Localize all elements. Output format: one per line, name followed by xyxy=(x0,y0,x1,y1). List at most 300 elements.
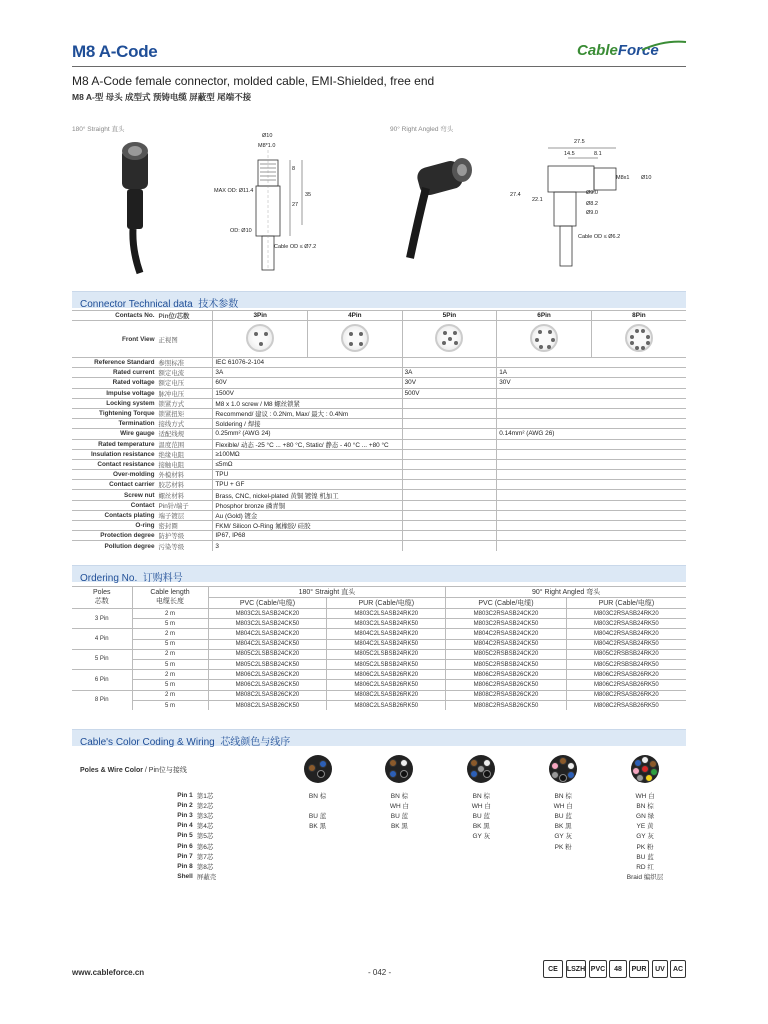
wire-color: BK 黑 xyxy=(390,823,408,831)
cable-3pin-icon xyxy=(304,755,332,783)
spec-key: Contacts plating xyxy=(72,510,157,520)
brand-logo: CableForce xyxy=(577,42,659,59)
order-code: M804C2LSASB24RK50 xyxy=(327,639,446,649)
wire-color: BK 黑 xyxy=(472,823,490,831)
spec-value: 1500V xyxy=(213,388,402,398)
spec-key-cn: 绝缘电阻 xyxy=(157,449,213,459)
spec-key: Front View xyxy=(72,321,157,358)
spec-value: 60V xyxy=(213,378,402,388)
spec-key-cn: 正视图 xyxy=(157,321,213,358)
cert-badge-icon: CE xyxy=(543,960,563,978)
spec-value xyxy=(402,429,497,439)
spec-key-cn: 适配线规 xyxy=(157,429,213,439)
table-row xyxy=(72,659,686,669)
table-row xyxy=(72,368,686,378)
length-cell: 2 m xyxy=(132,649,208,659)
table-row xyxy=(72,531,686,541)
spec-value xyxy=(497,459,686,469)
svg-text:27: 27 xyxy=(292,202,299,208)
order-code: M806C2RSASB26CK20 xyxy=(446,670,567,680)
straight-connector-photo xyxy=(100,135,210,275)
wire-color: BU 蓝 xyxy=(554,812,572,820)
table-row xyxy=(72,480,686,490)
svg-text:MAX OD: Ø11.4: MAX OD: Ø11.4 xyxy=(214,188,254,194)
order-code: M806C2LSASB26RK20 xyxy=(327,670,446,680)
order-code: M804C2LSASB24RK20 xyxy=(327,629,446,639)
svg-text:35: 35 xyxy=(305,192,312,198)
order-code: M808C2LSASB26CK50 xyxy=(208,700,327,710)
spec-key-cn: 胶芯材料 xyxy=(157,480,213,490)
straight-header: 180° Straight 直头 xyxy=(208,587,446,598)
cable-8pin-icon xyxy=(631,755,659,783)
svg-text:22.1: 22.1 xyxy=(532,197,543,203)
wire-color xyxy=(277,800,359,810)
length-cell: 2 m xyxy=(132,670,208,680)
spec-key-cn: Pin位/芯数 xyxy=(157,311,213,321)
wire-color xyxy=(277,872,359,882)
svg-text:Ø8.2: Ø8.2 xyxy=(586,201,598,207)
table-row xyxy=(72,810,686,820)
wire-color: BK 黑 xyxy=(309,823,327,831)
wire-color xyxy=(359,861,441,871)
pin-col-6: 6Pin xyxy=(497,311,592,321)
wire-color: YE 黄 xyxy=(636,823,654,831)
pvc-header: PVC (Cable/电缆) xyxy=(208,598,327,609)
spec-value xyxy=(402,358,497,368)
spec-value xyxy=(497,480,686,490)
order-code: M803C2LSASB24RK50 xyxy=(327,619,446,629)
spec-key-cn: 脉冲电压 xyxy=(157,388,213,398)
length-cell: 5 m xyxy=(132,700,208,710)
front-view-8pin-icon xyxy=(625,324,653,352)
order-code: M806C2RSASB26CK50 xyxy=(446,680,567,690)
spec-key-cn: 温度范围 xyxy=(157,439,213,449)
spec-value xyxy=(497,388,686,398)
order-code: M805C2RSBSB24CK50 xyxy=(446,659,567,669)
wiring-header: Poles & Wire Color / Pin位与接线 xyxy=(80,767,187,774)
order-code: M803C2LSASB24CK50 xyxy=(208,619,327,629)
table-row xyxy=(72,408,686,418)
spec-value xyxy=(402,470,497,480)
wire-color xyxy=(277,851,359,861)
pole-cell: 3 Pin xyxy=(72,609,132,629)
order-code: M808C2RSASB26RK50 xyxy=(566,700,686,710)
table-row xyxy=(72,609,686,619)
order-code: M805C2RSBSB24CK20 xyxy=(446,649,567,659)
spec-value xyxy=(402,521,497,531)
spec-value xyxy=(402,510,497,520)
wire-color xyxy=(277,831,359,841)
order-code: M808C2RSASB26RK20 xyxy=(566,690,686,700)
length-cell: 5 m xyxy=(132,659,208,669)
table-row xyxy=(72,490,686,500)
table-row xyxy=(72,541,686,551)
table-row xyxy=(72,700,686,710)
wire-color: PK 粉 xyxy=(636,843,654,851)
table-row xyxy=(72,790,686,800)
spec-key-cn: 锁紧扭矩 xyxy=(157,408,213,418)
subtitle-cn: M8 A-型 母头 成型式 预铸电缆 屏蔽型 尾端不接 xyxy=(72,92,252,102)
table-row xyxy=(72,831,686,841)
pin-label-cn: 第1芯 xyxy=(196,792,214,800)
length-cell: 5 m xyxy=(132,680,208,690)
spec-key: Screw nut xyxy=(72,490,157,500)
cable-4pin-icon xyxy=(385,755,413,783)
pin-label: Shell xyxy=(177,873,193,881)
spec-key: Pollution degree xyxy=(72,541,157,551)
pin-label-cn: 第4芯 xyxy=(196,823,214,831)
table-row xyxy=(72,311,686,321)
spec-key: Over-molding xyxy=(72,470,157,480)
length-cell: 2 m xyxy=(132,629,208,639)
spec-value: ≥100MΩ xyxy=(213,449,402,459)
spec-value xyxy=(497,500,686,510)
wire-color xyxy=(359,851,441,861)
angled-dimension-drawing xyxy=(508,130,658,270)
spec-key: Impulse voltage xyxy=(72,388,157,398)
svg-text:Ø9.0: Ø9.0 xyxy=(586,210,598,216)
pur-header: PUR (Cable/电缆) xyxy=(566,598,686,609)
wiring-section-header: Cable's Color Coding & Wiring 芯线颜色与线序 xyxy=(72,729,686,746)
spec-value: Brass, CNC, nickel-plated 黄铜 镀镍 机加工 xyxy=(213,490,402,500)
wire-color xyxy=(522,851,604,861)
wire-color xyxy=(359,841,441,851)
spec-value xyxy=(402,449,497,459)
wire-color xyxy=(277,841,359,851)
order-code: M805C2LSBSB24RK20 xyxy=(327,649,446,659)
spec-value: TPU + GF xyxy=(213,480,402,490)
wire-color: WH 白 xyxy=(553,802,573,810)
pin-label-cn: 第6芯 xyxy=(196,843,214,851)
pin-label-cn: 第2芯 xyxy=(196,802,214,810)
ordering-section-header: Ordering No. 订购料号 xyxy=(72,565,686,582)
table-row xyxy=(72,419,686,429)
pin-label-cn: 第3芯 xyxy=(196,812,214,820)
wire-color: GY 灰 xyxy=(472,833,491,841)
cable-6pin-icon xyxy=(549,755,577,783)
table-row xyxy=(72,680,686,690)
spec-value xyxy=(497,419,686,429)
spec-key: Contacts No. xyxy=(72,311,157,321)
cert-badge-icon: UV xyxy=(652,960,668,978)
order-code: M803C2LSASB24CK20 xyxy=(208,609,327,619)
svg-text:Cable OD ≤ Ø7.2: Cable OD ≤ Ø7.2 xyxy=(274,244,317,250)
wire-color: Braid 编织层 xyxy=(626,874,664,882)
spec-key: Tightening Torque xyxy=(72,408,157,418)
spec-value xyxy=(497,398,686,408)
table-row xyxy=(72,378,686,388)
wire-color: RD 红 xyxy=(636,863,654,871)
pole-cell: 6 Pin xyxy=(72,670,132,690)
spec-value: 500V xyxy=(402,388,497,398)
wire-color xyxy=(440,841,522,851)
svg-text:OD: Ø10: OD: Ø10 xyxy=(230,228,252,234)
wire-color: WH 白 xyxy=(635,792,655,800)
table-row xyxy=(72,670,686,680)
straight-caption: 180° Straight 直头 xyxy=(72,126,125,133)
svg-text:Cable OD ≤ Ø6.2: Cable OD ≤ Ø6.2 xyxy=(578,234,621,240)
svg-text:Ø9.0: Ø9.0 xyxy=(586,190,598,196)
wire-color: GN 绿 xyxy=(636,812,655,820)
footer-url[interactable]: www.cableforce.cn xyxy=(72,968,145,977)
table-row xyxy=(72,872,686,882)
order-code: M803C2RSASB24CK50 xyxy=(446,619,567,629)
pin-col-8: 8Pin xyxy=(591,311,686,321)
spec-value: Au (Gold) 镀金 xyxy=(213,510,402,520)
spec-value xyxy=(497,358,686,368)
table-row xyxy=(72,841,686,851)
table-row xyxy=(72,629,686,639)
pvc-header: PVC (Cable/电缆) xyxy=(446,598,567,609)
poles-header: Poles 芯数 xyxy=(72,587,132,609)
spec-value xyxy=(497,531,686,541)
table-row xyxy=(72,800,686,810)
order-code: M804C2RSASB24CK50 xyxy=(446,639,567,649)
table-row xyxy=(72,449,686,459)
spec-value xyxy=(402,398,497,408)
order-code: M804C2RSASB24RK20 xyxy=(566,629,686,639)
svg-text:M8x1: M8x1 xyxy=(616,175,630,181)
spec-key: Rated current xyxy=(72,368,157,378)
order-code: M806C2LSASB26RK50 xyxy=(327,680,446,690)
wire-color xyxy=(440,851,522,861)
spec-key-cn: 额定电压 xyxy=(157,378,213,388)
order-code: M806C2LSASB26CK50 xyxy=(208,680,327,690)
length-cell: 2 m xyxy=(132,690,208,700)
order-code: M803C2RSASB24RK50 xyxy=(566,619,686,629)
table-row xyxy=(72,358,686,368)
table-row xyxy=(72,459,686,469)
spec-key: Contact resistance xyxy=(72,459,157,469)
cable-5pin-icon xyxy=(467,755,495,783)
spec-value: 3A xyxy=(402,368,497,378)
angled-connector-photo xyxy=(400,140,495,265)
table-row xyxy=(72,429,686,439)
wiring-table xyxy=(72,750,686,882)
table-row xyxy=(72,619,686,629)
wire-color: BU 蓝 xyxy=(308,812,327,820)
spec-value: 30V xyxy=(497,378,686,388)
table-row xyxy=(72,639,686,649)
pin-label-cn: 第8芯 xyxy=(196,863,214,871)
spec-value: 3 xyxy=(213,541,402,551)
spec-value xyxy=(402,480,497,490)
spec-value xyxy=(402,459,497,469)
spec-value xyxy=(497,449,686,459)
wire-color: BN 棕 xyxy=(390,792,409,800)
spec-value: ≤5mΩ xyxy=(213,459,402,469)
spec-value: 30V xyxy=(402,378,497,388)
spec-key-cn: Pin针/端子 xyxy=(157,500,213,510)
subtitle-en: M8 A-Code female connector, molded cable, EMI-Shielded, free end xyxy=(72,74,435,88)
pin-label-cn: 第7芯 xyxy=(196,853,214,861)
pin-label: Pin 3 xyxy=(177,811,193,819)
order-code: M803C2LSASB24RK20 xyxy=(327,609,446,619)
pin-label: Pin 5 xyxy=(177,832,193,840)
svg-text:8.1: 8.1 xyxy=(594,151,602,157)
spec-key-cn: 参照标准 xyxy=(157,358,213,368)
pur-header: PUR (Cable/电缆) xyxy=(327,598,446,609)
front-view-5pin-icon xyxy=(435,324,463,352)
pin-label: Pin 4 xyxy=(177,822,193,830)
length-header: Cable length 电缆长度 xyxy=(132,587,208,609)
front-view-6pin-icon xyxy=(530,324,558,352)
tech-spec-table xyxy=(72,310,686,551)
table-row xyxy=(72,750,686,790)
spec-value xyxy=(402,419,497,429)
wire-color: BN 棕 xyxy=(554,792,572,800)
wire-color: WH 白 xyxy=(389,802,410,810)
spec-value xyxy=(497,470,686,480)
wire-color: BN 棕 xyxy=(308,792,327,800)
spec-value: Recommend/ 建议 : 0.2Nm, Max/ 最大 : 0.4Nm xyxy=(213,408,402,418)
svg-text:14.5: 14.5 xyxy=(564,151,575,157)
wire-color: BN 棕 xyxy=(636,802,654,810)
spec-key-cn: 污染等级 xyxy=(157,541,213,551)
pin-label-cn: 屏蔽壳 xyxy=(196,874,217,882)
wire-color: GY 灰 xyxy=(636,833,654,841)
cert-badge-icon: LSZH xyxy=(566,960,586,978)
order-code: M805C2LSBSB24CK20 xyxy=(208,649,327,659)
pin-label: Pin 7 xyxy=(177,852,193,860)
svg-text:27.5: 27.5 xyxy=(574,139,585,145)
spec-key-cn: 外模材料 xyxy=(157,470,213,480)
svg-text:Ø10: Ø10 xyxy=(262,133,273,139)
wire-color xyxy=(522,861,604,871)
spec-key: Termination xyxy=(72,419,157,429)
spec-value: IP67, IP68 xyxy=(213,531,402,541)
spec-value: Soldering / 焊接 xyxy=(213,419,402,429)
angled-header: 90° Right Angled 弯头 xyxy=(446,587,686,598)
spec-key-cn: 密封圈 xyxy=(157,521,213,531)
table-row xyxy=(72,851,686,861)
wire-color xyxy=(359,872,441,882)
table-row xyxy=(72,398,686,408)
table-row xyxy=(72,521,686,531)
pin-col-3: 3Pin xyxy=(213,311,308,321)
pin-label: Pin 2 xyxy=(177,801,193,809)
pin-label: Pin 8 xyxy=(177,862,193,870)
front-view-4pin-icon xyxy=(341,324,369,352)
spec-key: Insulation resistance xyxy=(72,449,157,459)
spec-key: Wire gauge xyxy=(72,429,157,439)
order-code: M805C2LSBSB24CK50 xyxy=(208,659,327,669)
spec-value: FKM/ Silicon O-Ring 氟橡胶/ 硅胶 xyxy=(213,521,402,531)
order-code: M808C2LSASB26CK20 xyxy=(208,690,327,700)
spec-key: Rated voltage xyxy=(72,378,157,388)
wire-color: BU 蓝 xyxy=(636,853,654,861)
table-row xyxy=(72,470,686,480)
spec-value xyxy=(497,510,686,520)
pin-label: Pin 6 xyxy=(177,842,193,850)
spec-key-cn: 防护等级 xyxy=(157,531,213,541)
spec-value xyxy=(497,408,686,418)
front-view-3pin-icon xyxy=(246,324,274,352)
spec-value: 0.25mm² (AWG 24) xyxy=(213,429,402,439)
spec-key: Protection degree xyxy=(72,531,157,541)
pin-label: Pin 1 xyxy=(177,791,193,799)
svg-text:8: 8 xyxy=(292,166,296,172)
table-row xyxy=(72,510,686,520)
wire-color: BU 蓝 xyxy=(472,812,490,820)
cert-badge-icon: 48 xyxy=(609,960,627,978)
order-code: M806C2LSASB26CK20 xyxy=(208,670,327,680)
length-cell: 5 m xyxy=(132,619,208,629)
page-number: - 042 - xyxy=(368,968,392,977)
spec-value: Phosphor bronze 磷青铜 xyxy=(213,500,402,510)
spec-value xyxy=(497,490,686,500)
spec-value xyxy=(402,541,497,551)
table-row xyxy=(72,587,686,598)
logo-swoosh-icon xyxy=(640,38,688,52)
wire-color xyxy=(522,872,604,882)
wire-color xyxy=(440,861,522,871)
order-code: M808C2RSASB26CK20 xyxy=(446,690,567,700)
wire-color xyxy=(440,872,522,882)
table-row xyxy=(72,388,686,398)
spec-value xyxy=(402,490,497,500)
order-code: M803C2RSASB24RK20 xyxy=(566,609,686,619)
pin-label-cn: 第5芯 xyxy=(196,833,214,841)
order-code: M804C2RSASB24CK20 xyxy=(446,629,567,639)
spec-value xyxy=(402,531,497,541)
table-row xyxy=(72,649,686,659)
order-code: M805C2RSBSB24RK50 xyxy=(566,659,686,669)
table-row xyxy=(72,439,686,449)
order-code: M808C2LSASB26RK20 xyxy=(327,690,446,700)
angled-caption: 90° Right Angled 弯头 xyxy=(390,126,454,133)
spec-key: Reference Standard xyxy=(72,358,157,368)
spec-key-cn: 锁紧方式 xyxy=(157,398,213,408)
wire-color: WH 白 xyxy=(471,802,491,810)
spec-key: Contact carrier xyxy=(72,480,157,490)
order-code: M804C2LSASB24CK50 xyxy=(208,639,327,649)
table-row xyxy=(72,861,686,871)
pole-cell: 5 Pin xyxy=(72,649,132,669)
pole-cell: 8 Pin xyxy=(72,690,132,710)
spec-key: Contact xyxy=(72,500,157,510)
spec-value xyxy=(402,439,497,449)
order-code: M804C2LSASB24CK20 xyxy=(208,629,327,639)
wire-color: PK 粉 xyxy=(554,843,572,851)
pin-col-4: 4Pin xyxy=(308,311,403,321)
spec-key-cn: 螺丝材料 xyxy=(157,490,213,500)
wire-color: BN 棕 xyxy=(472,792,490,800)
spec-value: 3A xyxy=(213,368,402,378)
tech-section-header: Connector Technical data 技术参数 xyxy=(72,291,686,308)
order-code: M805C2LSBSB24RK50 xyxy=(327,659,446,669)
cert-badge-icon: PUR xyxy=(629,960,649,978)
table-row xyxy=(72,500,686,510)
length-cell: 5 m xyxy=(132,639,208,649)
straight-dimension-drawing xyxy=(210,130,330,275)
order-code: M804C2RSASB24RK50 xyxy=(566,639,686,649)
spec-value xyxy=(402,408,497,418)
spec-key-cn: 接线方式 xyxy=(157,419,213,429)
spec-key-cn: 接触电阻 xyxy=(157,459,213,469)
spec-key: O-ring xyxy=(72,521,157,531)
spec-value: TPU xyxy=(213,470,402,480)
page-title: M8 A-Code xyxy=(72,42,158,61)
spec-value: M8 x 1.0 screw / M8 螺丝锁紧 xyxy=(213,398,402,408)
spec-key: Locking system xyxy=(72,398,157,408)
spec-value: Flexible/ 动态 -25 °C ... +80 °C, Static/ 静态 - 40 °C ... +80 °C xyxy=(213,439,402,449)
order-code: M805C2RSBSB24RK20 xyxy=(566,649,686,659)
ordering-table xyxy=(72,586,686,710)
spec-key-cn: 额定电流 xyxy=(157,368,213,378)
table-row xyxy=(72,321,686,358)
spec-value xyxy=(497,521,686,531)
